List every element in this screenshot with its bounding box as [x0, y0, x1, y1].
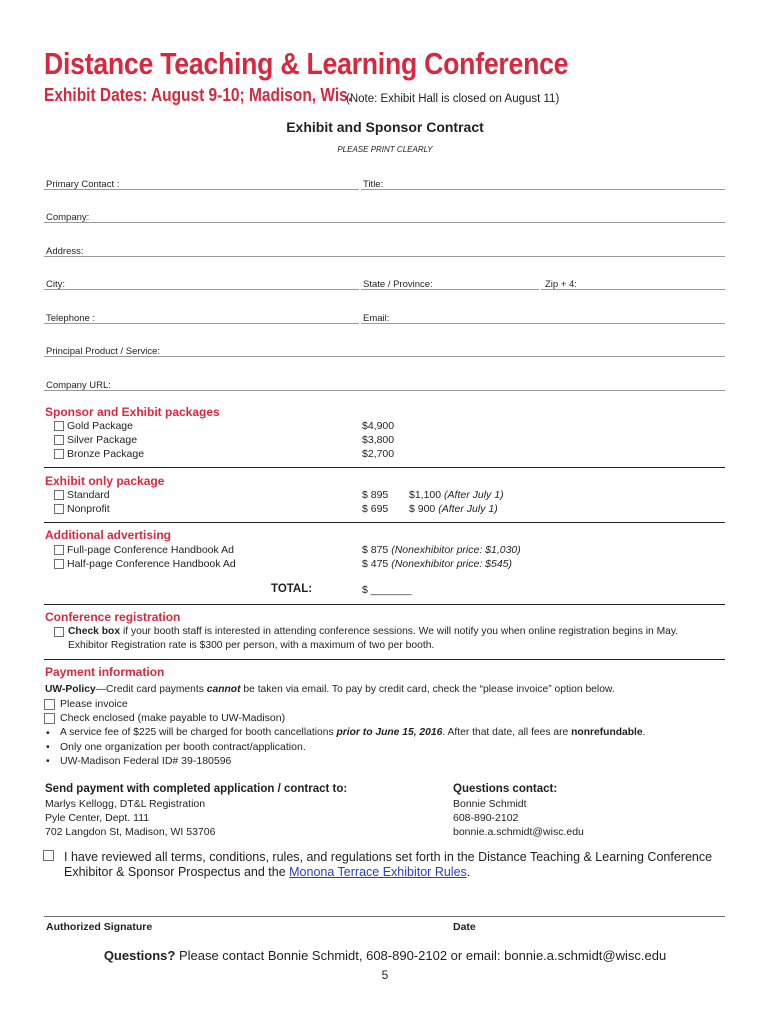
sponsor-heading: Sponsor and Exhibit packages [45, 405, 220, 419]
telephone-label: Telephone : [46, 313, 96, 324]
federal-id-text: UW-Madison Federal ID# 39-180596 [60, 755, 232, 767]
cancellation-fee-text: A service fee of $225 will be charged for booth cancellations prior to June 15, 2016. After that date, all fees are nonrefundable. [60, 727, 646, 738]
bullet-3: • [46, 755, 50, 767]
advertising-heading: Additional advertising [45, 528, 172, 542]
send-line-2: Pyle Center, Dept. 111 [45, 812, 150, 824]
registration-text: Check box if your booth staff is interested in attending conference sessions. We will notify you when online registration begins in May. [68, 626, 679, 637]
exhibit-hall-note: (Note: Exhibit Hall is closed on August 11) [346, 93, 560, 105]
standard-checkbox[interactable] [54, 490, 64, 500]
date-label: Date [453, 921, 476, 933]
zip-field[interactable] [541, 289, 725, 290]
send-line-1: Marlys Kellogg, DT&L Registration [45, 798, 206, 810]
zip-label: Zip + 4: [545, 279, 577, 290]
check-enclosed-label: Check enclosed (make payable to UW-Madison) [60, 712, 286, 724]
section-divider [44, 659, 725, 660]
half-page-ad-label: Half-page Conference Handbook Ad [67, 558, 236, 570]
signature-line[interactable] [44, 916, 725, 917]
payment-policy: UW-Policy—Credit card payments cannot be taken via email. To pay by credit card, check the “please invoice” option below. [45, 684, 615, 695]
registration-rate: Exhibitor Registration rate is $300 per person, with a maximum of two per booth. [68, 640, 435, 651]
questions-heading: Questions contact: [453, 783, 558, 795]
nonprofit-price: $ 695 [362, 503, 389, 515]
bullet-2: • [46, 741, 50, 753]
please-invoice-label: Please invoice [60, 698, 128, 710]
gold-package-checkbox[interactable] [54, 421, 64, 431]
gold-package-label: Gold Package [67, 420, 133, 432]
bronze-package-price: $2,700 [362, 448, 395, 460]
state-field[interactable] [361, 289, 539, 290]
agreement-line-1: I have reviewed all terms, conditions, rules, and regulations set forth in the Distance Teaching & Learning Conference [64, 850, 713, 864]
send-payment-heading: Send payment with completed application / contract to: [45, 783, 348, 795]
standard-late-price: $1,100 (After July 1) [409, 489, 504, 501]
full-page-ad-checkbox[interactable] [54, 545, 64, 555]
nonprofit-label: Nonprofit [67, 503, 110, 515]
telephone-field[interactable] [44, 323, 359, 324]
agreement-line-2: Exhibitor & Sponsor Prospectus and the Monona Terrace Exhibitor Rules. [64, 865, 471, 879]
full-page-ad-label: Full-page Conference Handbook Ad [67, 544, 234, 556]
agreement-checkbox[interactable] [43, 850, 54, 861]
registration-heading: Conference registration [45, 610, 181, 624]
gold-package-price: $4,900 [362, 420, 395, 432]
half-page-ad-checkbox[interactable] [54, 559, 64, 569]
address-label: Address: [46, 246, 84, 257]
bullet-1: • [46, 727, 50, 739]
product-field[interactable] [44, 356, 725, 357]
silver-package-price: $3,800 [362, 434, 395, 446]
city-label: City: [46, 279, 65, 290]
email-field[interactable] [361, 323, 725, 324]
one-organization-text: Only one organization per booth contract/application. [60, 741, 306, 753]
print-clearly-note: PLEASE PRINT CLEARLY [337, 145, 433, 154]
payment-heading: Payment information [45, 665, 165, 679]
bronze-package-label: Bronze Package [67, 448, 145, 460]
page-title: Distance Teaching & Learning Conference [44, 46, 569, 81]
standard-price: $ 895 [362, 489, 389, 501]
contract-title: Exhibit and Sponsor Contract [286, 119, 484, 135]
title-field[interactable] [361, 189, 725, 190]
primary-contact-field[interactable] [44, 189, 359, 190]
half-page-ad-price: $ 475 (Nonexhibitor price: $545) [362, 558, 513, 570]
nonprofit-late-price: $ 900 (After July 1) [409, 503, 498, 515]
silver-package-checkbox[interactable] [54, 435, 64, 445]
exhibit-dates: Exhibit Dates: August 9-10; Madison, Wis. [44, 85, 353, 105]
questions-email: bonnie.a.schmidt@wisc.edu [453, 826, 584, 838]
section-divider [44, 467, 725, 468]
url-label: Company URL: [46, 380, 111, 391]
exhibit-heading: Exhibit only package [45, 474, 165, 488]
check-enclosed-checkbox[interactable] [44, 713, 55, 724]
send-line-3: 702 Langdon St, Madison, WI 53706 [45, 826, 216, 838]
questions-line-1: Bonnie Schmidt [453, 798, 527, 810]
state-label: State / Province: [363, 279, 433, 290]
total-field[interactable]: $ _______ [362, 584, 412, 596]
city-field[interactable] [44, 289, 359, 290]
full-page-ad-price: $ 875 (Nonexhibitor price: $1,030) [362, 544, 521, 556]
page-number: 5 [381, 968, 389, 982]
title-label: Title: [363, 179, 384, 190]
url-field[interactable] [44, 390, 725, 391]
section-divider [44, 604, 725, 605]
product-label: Principal Product / Service: [46, 346, 161, 357]
silver-package-label: Silver Package [67, 434, 138, 446]
primary-contact-label: Primary Contact : [46, 179, 120, 190]
company-field[interactable] [44, 222, 725, 223]
address-field[interactable] [44, 256, 725, 257]
email-label: Email: [363, 313, 390, 324]
registration-checkbox[interactable] [54, 627, 64, 637]
bronze-package-checkbox[interactable] [54, 449, 64, 459]
nonprofit-checkbox[interactable] [54, 504, 64, 514]
total-label: TOTAL: [271, 583, 313, 595]
footer-contact: Questions? Please contact Bonnie Schmidt, 608-890-2102 or email: bonnie.a.schmidt@wisc.edu [103, 948, 667, 963]
exhibitor-rules-link[interactable]: Monona Terrace Exhibitor Rules [289, 865, 467, 879]
standard-label: Standard [67, 489, 110, 501]
company-label: Company: [46, 212, 90, 223]
section-divider [44, 522, 725, 523]
signature-label: Authorized Signature [46, 921, 153, 933]
questions-line-2: 608-890-2102 [453, 812, 519, 824]
please-invoice-checkbox[interactable] [44, 699, 55, 710]
